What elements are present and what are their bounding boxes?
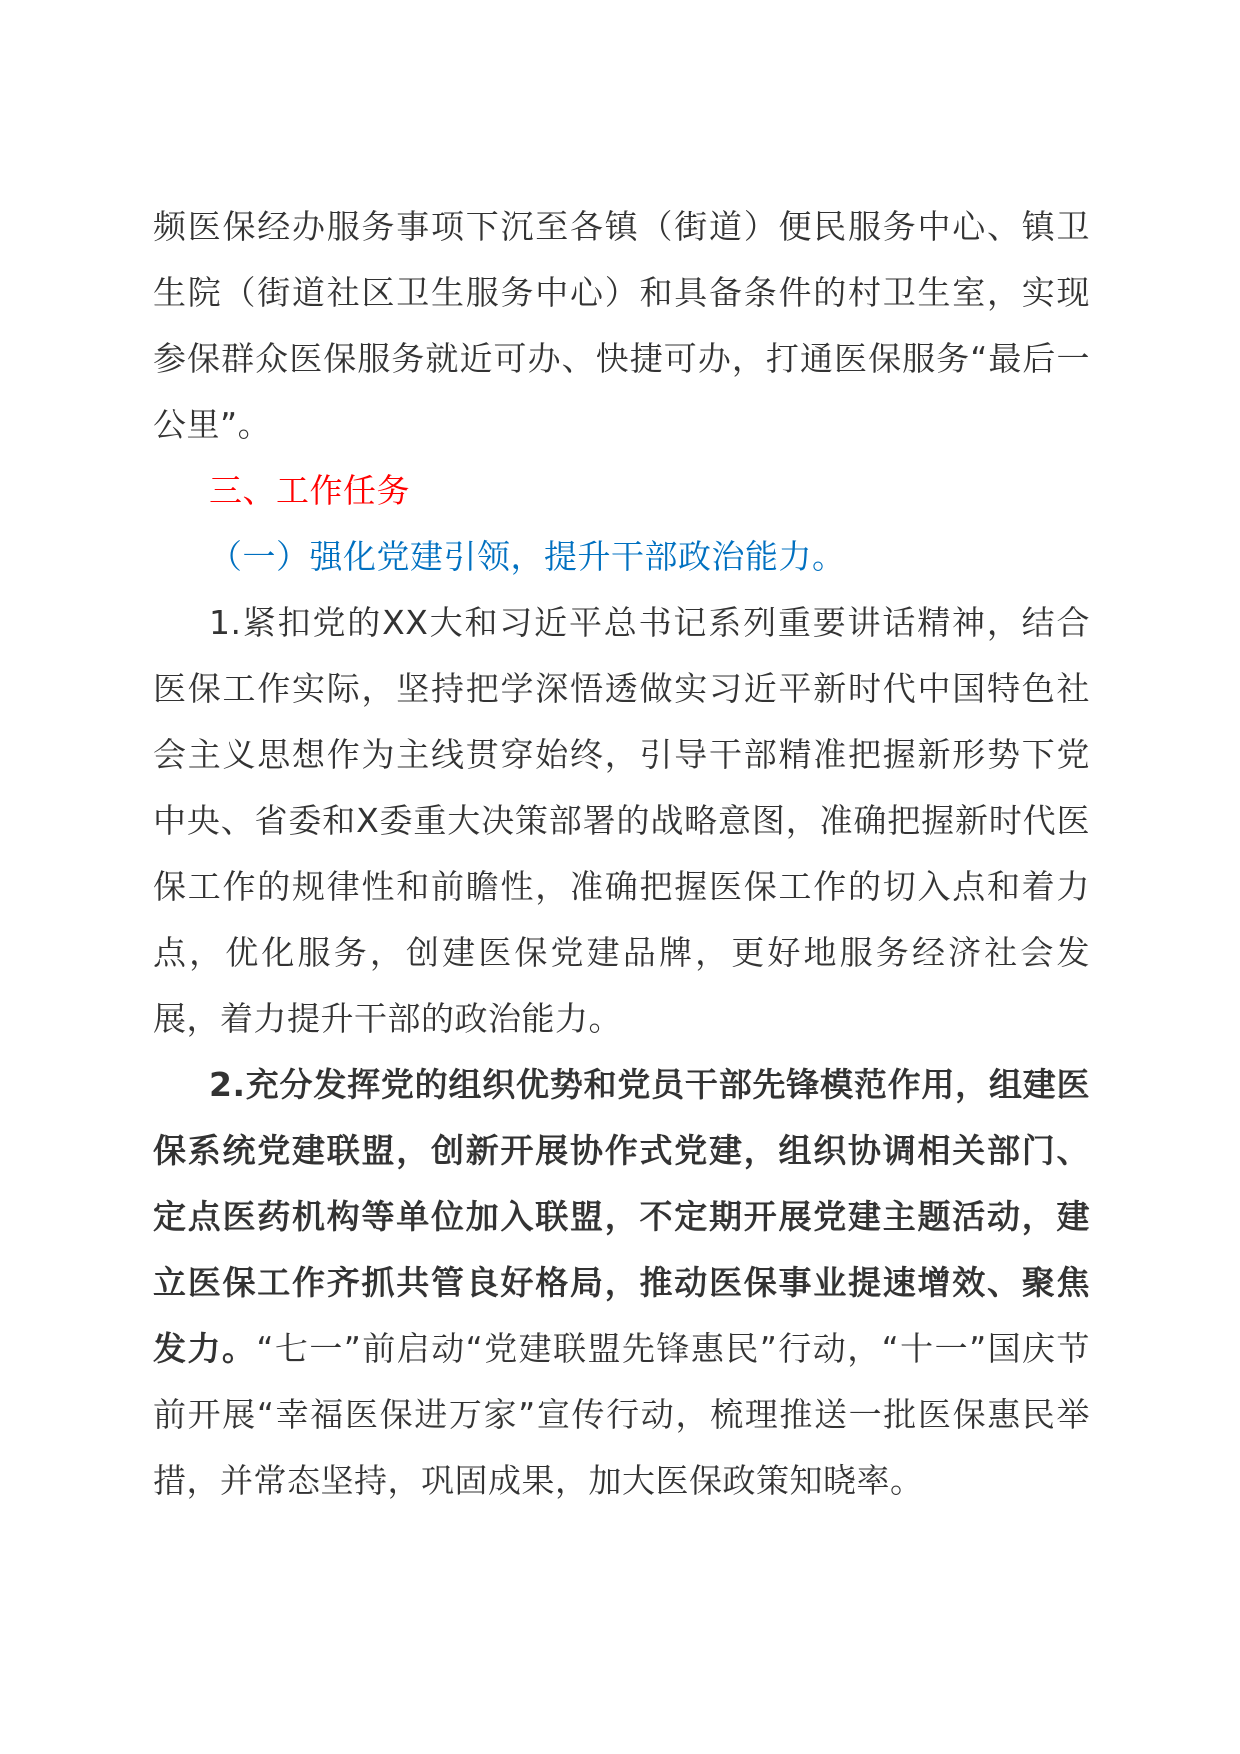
paragraph-continued: 频医保经办服务事项下沉至各镇（街道）便民服务中心、镇卫生院（街道社区卫生服务中心）和具备条件的村卫生室，实现参保群众医保服务就近可办、快捷可办，打通医保服务“最后一公里”。 <box>153 207 1090 444</box>
sub-heading: （一）强化党建引领，提升干部政治能力。 <box>209 537 846 576</box>
item-2-bold-lead: 2.充分发挥党的组织优势和党员干部先锋模范作用，组建医保系统党建联盟，创新开展协作式党建，组织协调相关部门、定点医药机构等单位加入联盟，不定期开展党建主题活动，建立医保工作齐抓共管良好格局，推动医保事业提速增效、聚焦发力。 <box>153 1065 1090 1368</box>
item-1-paragraph: 1.紧扣党的XX大和习近平总书记系列重要讲话精神，结合医保工作实际，坚持把学深悟透做实习近平新时代中国特色社会主义思想作为主线贯穿始终，引导干部精准把握新形势下党中央、省委和X委重大决策部署的战略意图，准确把握新时代医保工作的规律性和前瞻性，准确把握医保工作的切入点和着力点，优化服务，创建医保党建品牌，更好地服务经济社会发展，着力提升干部的政治能力。 <box>153 603 1090 1038</box>
section-heading: 三、工作任务 <box>209 471 410 510</box>
item-2-rest: “七一”前启动“党建联盟先锋惠民”行动，“十一”国庆节前开展“幸福医保进万家”宣传行动，梳理推送一批医保惠民举措，并常态坚持，巩固成果，加大医保政策知晓率。 <box>153 1329 1091 1500</box>
item-2-paragraph <box>153 1052 1090 1514</box>
document-page <box>153 194 1090 1514</box>
